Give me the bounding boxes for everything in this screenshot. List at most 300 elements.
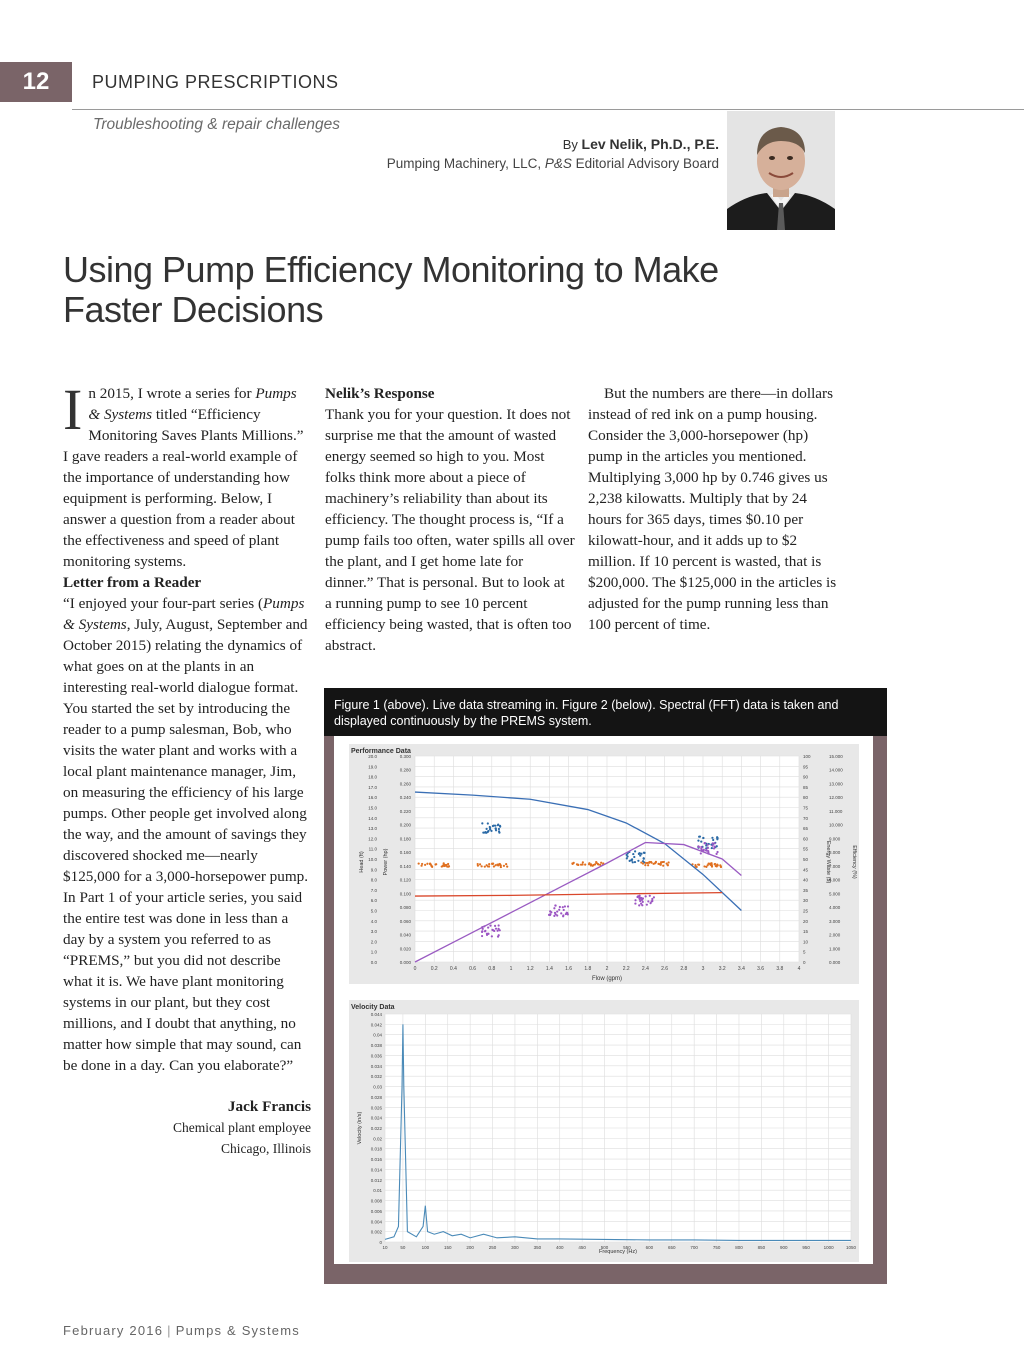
performance-data-point <box>503 865 505 867</box>
performance-y-tick-efficiency: 15 <box>803 929 809 935</box>
performance-y-tick-energy: 11.000 <box>829 808 843 814</box>
performance-y-tick-head: 13.0 <box>368 826 377 832</box>
performance-data-point <box>647 900 649 902</box>
performance-x-tick: 1 <box>509 966 513 972</box>
performance-chart-title: Performance Data <box>351 748 411 755</box>
performance-data-point <box>650 861 652 863</box>
performance-y-tick-efficiency: 20 <box>803 918 809 924</box>
letter-signature <box>63 1096 311 1159</box>
velocity-x-tick: 250 <box>488 1245 497 1250</box>
performance-y-tick-head: 9.0 <box>370 867 377 873</box>
performance-data-point <box>582 861 584 863</box>
performance-data-point <box>655 861 657 863</box>
velocity-y-tick: 0.006 <box>370 1208 382 1214</box>
performance-y-tick-efficiency: 25 <box>803 908 809 914</box>
velocity-x-tick: 50 <box>400 1245 406 1250</box>
performance-data-point <box>493 865 495 867</box>
performance-data-point <box>702 837 704 839</box>
performance-data-point <box>651 900 653 902</box>
performance-data-point <box>641 904 643 906</box>
performance-data-point <box>492 929 494 931</box>
performance-y-tick-energy: 8.000 <box>829 850 841 856</box>
performance-y-tick-power: 0.260 <box>399 781 411 787</box>
signature-title: Chemical plant employee <box>173 1120 311 1135</box>
velocity-x-tick: 850 <box>757 1245 766 1250</box>
intro-publication: Pumps & Systems <box>88 385 297 423</box>
signature-location: Chicago, Illinois <box>221 1141 311 1156</box>
performance-data-point <box>637 860 639 862</box>
performance-y-tick-energy: 3.000 <box>829 918 841 924</box>
performance-data-point <box>663 861 665 863</box>
performance-y-tick-head: 16.0 <box>368 795 377 801</box>
performance-data-point <box>600 862 602 864</box>
performance-y-tick-energy: 14.000 <box>829 767 843 773</box>
performance-y-tick-head: 7.0 <box>370 887 377 893</box>
performance-data-point <box>595 862 597 864</box>
performance-data-point <box>442 864 444 866</box>
performance-data-point <box>720 865 722 867</box>
performance-y-tick-energy: 4.000 <box>829 905 841 911</box>
figure-caption: Figure 1 (above). Live data streaming in. Figure 2 (below). Spectral (FFT) data is taken and displayed continuously by the PREMS system. <box>324 688 887 736</box>
performance-y-tick-energy: 6.000 <box>829 877 841 883</box>
performance-data-point <box>581 863 583 865</box>
performance-x-tick: 1.8 <box>584 966 592 972</box>
velocity-y-tick: 0.014 <box>370 1167 382 1173</box>
performance-y-label-power: Power (hp) <box>383 848 389 876</box>
affiliation-board: Editorial Advisory Board <box>575 156 719 171</box>
performance-y-tick-power: 0.220 <box>399 808 411 814</box>
affiliation-publication: P&S <box>544 156 572 171</box>
performance-data-point <box>505 863 507 865</box>
performance-data-point <box>649 895 651 897</box>
performance-data-point <box>716 837 718 839</box>
velocity-x-tick: 150 <box>443 1245 452 1250</box>
article-column-1 <box>63 377 311 1159</box>
performance-y-tick-head: 11.0 <box>368 846 377 852</box>
performance-data-point <box>495 827 497 829</box>
performance-y-tick-power: 0.240 <box>399 795 411 801</box>
velocity-y-tick: 0.01 <box>373 1188 382 1194</box>
velocity-y-tick: 0.012 <box>370 1177 382 1183</box>
performance-y-tick-energy: 1.000 <box>829 946 841 952</box>
performance-x-tick: 2.2 <box>622 966 630 972</box>
performance-data-point <box>634 850 636 852</box>
affiliation-company: Pumping Machinery, LLC, <box>386 156 542 171</box>
velocity-y-tick: 0.008 <box>370 1198 382 1204</box>
author-photo <box>727 111 835 230</box>
drop-cap: I <box>63 377 83 442</box>
velocity-y-tick: 0.026 <box>370 1105 382 1111</box>
performance-data-point <box>562 914 564 916</box>
byline <box>387 136 719 171</box>
performance-data-point <box>481 822 483 824</box>
performance-y-tick-head: 18.0 <box>368 774 377 780</box>
performance-y-tick-power: 0.020 <box>399 946 411 952</box>
performance-y-tick-power: 0.280 <box>399 767 411 773</box>
performance-data-point <box>556 910 558 912</box>
performance-y-tick-power: 0.060 <box>399 918 411 924</box>
performance-y-tick-energy: 9.000 <box>829 836 841 842</box>
performance-y-label-efficiency: Efficiency (%) <box>851 845 857 879</box>
performance-x-tick: 1.2 <box>526 966 534 972</box>
performance-data-point <box>597 863 599 865</box>
performance-data-point <box>629 860 631 862</box>
performance-data-point <box>487 831 489 833</box>
performance-y-tick-energy: 13.000 <box>829 781 843 787</box>
page-footer <box>63 1323 300 1338</box>
velocity-y-tick: 0 <box>379 1240 382 1245</box>
letter-publication: Pumps & Systems <box>63 595 305 633</box>
response-paragraph-2: But the numbers are there—in dollars instead of red ink on a pump housing. Consider the 3,000-horsepower (hp) pump in the articles you mentioned. Multiplying 3,000 hp by 0.746 gives us 2,238 kilowatts. Multiply that by 24 hours for 365 days, times $0.10 per kilowatt-hour, and it adds up to $2 million. If 10 percent is wasted, that is $200,000. The $125,000 in the articles is adjusted for the pump running less than 100 percent of time. <box>588 385 837 633</box>
performance-data-point <box>424 864 426 866</box>
performance-y-tick-head: 4.0 <box>370 918 377 924</box>
response-paragraph-1: Thank you for your question. It does not surprise me that the amount of wasted energy seemed so high to you. Most folks think more about a piece of machinery’s reliability than about its efficiency. The thought process is, “If a pump fails too often, water spills all over the plant, and I get home late for dinner.” That is personal. But to look at a running pump to see 10 percent efficiency being wasted, that is often too abstract. <box>325 406 575 654</box>
footer-publication: Pumps & Systems <box>175 1323 300 1338</box>
velocity-y-tick: 0.024 <box>370 1115 382 1121</box>
performance-y-tick-power: 0.300 <box>399 754 411 759</box>
performance-x-label: Flow (gpm) <box>591 976 623 982</box>
velocity-x-tick: 600 <box>645 1245 654 1250</box>
performance-y-tick-power: 0.180 <box>399 836 411 842</box>
performance-data-point <box>496 864 498 866</box>
performance-y-tick-efficiency: 35 <box>803 887 809 893</box>
footer-issue: February 2016 <box>63 1323 164 1338</box>
performance-data-point <box>705 866 707 868</box>
performance-data-point <box>643 857 645 859</box>
velocity-x-tick: 1050 <box>845 1245 857 1250</box>
performance-data-point <box>712 842 714 844</box>
performance-data-point <box>506 866 508 868</box>
section-title: PUMPING PRESCRIPTIONS <box>92 72 339 92</box>
performance-data-point <box>498 934 500 936</box>
performance-y-tick-efficiency: 5 <box>803 949 806 955</box>
performance-y-tick-head: 12.0 <box>368 836 377 842</box>
performance-data-point <box>662 865 664 867</box>
performance-data-point <box>430 865 432 867</box>
performance-data-point <box>567 913 569 915</box>
performance-data-point <box>642 897 644 899</box>
velocity-y-tick: 0.04 <box>373 1032 382 1038</box>
performance-y-tick-head: 20.0 <box>368 754 377 759</box>
performance-x-tick: 3 <box>701 966 705 972</box>
performance-y-tick-head: 8.0 <box>370 877 377 883</box>
author-name: Lev Nelik, Ph.D., P.E. <box>581 136 719 152</box>
performance-data-point <box>707 847 709 849</box>
footer-separator: | <box>167 1323 172 1338</box>
performance-y-tick-head: 5.0 <box>370 908 377 914</box>
performance-data-point <box>559 906 561 908</box>
performance-x-tick: 2.4 <box>641 966 649 972</box>
performance-data-point <box>653 896 655 898</box>
performance-data-point <box>497 930 499 932</box>
performance-data-point <box>712 839 714 841</box>
performance-y-tick-efficiency: 75 <box>803 805 809 811</box>
performance-data-point <box>646 904 648 906</box>
performance-data-point <box>711 847 713 849</box>
performance-y-tick-head: 10.0 <box>368 857 377 862</box>
performance-data-point <box>558 909 560 911</box>
performance-y-tick-head: 17.0 <box>368 784 377 790</box>
performance-data-point <box>698 864 700 866</box>
performance-data-point <box>714 842 716 844</box>
performance-data-point <box>657 863 659 865</box>
performance-data-point <box>488 863 490 865</box>
performance-data-point <box>700 852 702 854</box>
performance-y-tick-efficiency: 50 <box>803 857 809 862</box>
performance-data-point <box>487 822 489 824</box>
velocity-x-tick: 10 <box>382 1245 388 1250</box>
performance-y-tick-power: 0.100 <box>399 891 411 897</box>
performance-y-tick-efficiency: 100 <box>803 754 811 759</box>
performance-data-point <box>486 828 488 830</box>
performance-x-tick: 0.2 <box>430 966 438 972</box>
velocity-y-tick: 0.004 <box>370 1219 382 1225</box>
performance-data-point <box>486 864 488 866</box>
performance-y-tick-head: 6.0 <box>370 898 377 904</box>
performance-data-point <box>699 835 701 837</box>
performance-data-point <box>645 895 647 897</box>
velocity-x-tick: 1000 <box>823 1245 834 1250</box>
performance-y-tick-head: 3.0 <box>370 929 377 935</box>
performance-y-tick-energy: 5.000 <box>829 891 841 897</box>
performance-data-point <box>632 861 634 863</box>
velocity-x-tick: 450 <box>578 1245 586 1250</box>
performance-data-point <box>563 909 565 911</box>
velocity-x-tick: 500 <box>600 1245 609 1250</box>
velocity-x-tick: 700 <box>690 1245 698 1250</box>
performance-data-point <box>668 861 670 863</box>
page-number: 12 <box>0 62 72 102</box>
performance-data-point <box>426 863 428 865</box>
performance-data-point <box>498 924 500 926</box>
performance-data-point <box>703 865 705 867</box>
performance-data-point <box>499 929 501 931</box>
performance-y-tick-energy: 7.000 <box>829 863 841 869</box>
velocity-y-tick: 0.034 <box>370 1063 382 1069</box>
velocity-y-tick: 0.044 <box>370 1012 382 1017</box>
performance-data-point <box>710 862 712 864</box>
performance-data-point <box>486 934 488 936</box>
performance-data-point <box>644 864 646 866</box>
velocity-y-tick: 0.03 <box>373 1084 382 1090</box>
performance-data-point <box>418 862 420 864</box>
performance-data-point <box>638 904 640 906</box>
performance-y-tick-power: 0.080 <box>399 905 411 911</box>
performance-data-point <box>560 912 562 914</box>
performance-data-point <box>484 832 486 834</box>
performance-data-point <box>660 862 662 864</box>
article-column-2 <box>325 383 575 656</box>
velocity-y-tick: 0.002 <box>370 1229 382 1235</box>
performance-data-point <box>633 856 635 858</box>
author-affiliation <box>387 156 719 171</box>
article-title: Using Pump Efficiency Monitoring to Make Faster Decisions <box>63 249 719 330</box>
performance-data-point <box>584 864 586 866</box>
velocity-x-tick: 350 <box>533 1245 542 1250</box>
performance-x-tick: 3.8 <box>776 966 784 972</box>
performance-y-tick-efficiency: 0 <box>803 960 806 965</box>
performance-x-tick: 0.6 <box>469 966 477 972</box>
performance-y-tick-efficiency: 65 <box>803 826 809 832</box>
velocity-chart <box>349 1000 859 1262</box>
performance-data-point <box>553 907 555 909</box>
figure-frame-tab-right <box>838 1264 873 1282</box>
performance-y-tick-head: 15.0 <box>368 805 377 811</box>
performance-data-point <box>481 930 483 932</box>
performance-x-tick: 3.2 <box>718 966 726 972</box>
velocity-y-tick: 0.038 <box>370 1043 382 1049</box>
performance-data-point <box>446 866 448 868</box>
performance-data-point <box>634 899 636 901</box>
performance-data-point <box>555 913 557 915</box>
letter-paragraph <box>63 593 311 1076</box>
performance-data-point <box>700 840 702 842</box>
velocity-x-tick: 550 <box>623 1245 631 1250</box>
performance-data-point <box>643 852 645 854</box>
performance-data-point <box>576 863 578 865</box>
performance-y-tick-power: 0.000 <box>399 960 411 965</box>
performance-x-tick: 1.4 <box>545 966 553 972</box>
intro-paragraph <box>63 377 311 572</box>
performance-data-point <box>626 857 628 859</box>
performance-x-tick: 0.8 <box>488 966 496 972</box>
velocity-y-tick: 0.022 <box>370 1126 382 1131</box>
performance-x-tick: 4 <box>797 966 801 972</box>
velocity-y-tick: 0.036 <box>370 1053 382 1059</box>
performance-data-point <box>481 865 483 867</box>
performance-data-point <box>491 935 493 937</box>
performance-data-point <box>491 863 493 865</box>
performance-y-tick-power: 0.160 <box>399 850 411 856</box>
performance-y-tick-head: 19.0 <box>368 764 377 770</box>
velocity-x-tick: 650 <box>668 1245 676 1250</box>
performance-data-point <box>667 864 669 866</box>
performance-y-label-head: Head (ft) <box>359 851 365 873</box>
performance-data-point <box>639 854 641 856</box>
performance-y-tick-efficiency: 30 <box>803 898 809 904</box>
performance-data-point <box>498 830 500 832</box>
performance-x-tick: 0.4 <box>449 966 457 972</box>
performance-y-tick-energy: 12.000 <box>829 795 843 801</box>
letter-text-2: , July, August, September and October 2015) relating the dynamics of what goes on at the plants in an interesting real-world dialogue format. You started the set by introducing the reader to a pump salesman, Bob, who visits the water plant and works with a local plant maintenance manager, Jim, on measuring the efficiency of his large pumps. Other people get involved along the way, and the amount of savings they discovered shocked me—nearly $125,000 for a 3,000-horsepower pump. In Part 1 of your article series, you said the entire test was done in less than a day by a system you referred to as “PREMS,” but you did not describe what it is. We have plant monitoring systems in our plant, but they cost millions, and I doubt that anything, no matter how simple that may sound, can be done in a day. Can you elaborate?” <box>63 616 309 1074</box>
velocity-x-tick: 300 <box>511 1245 519 1250</box>
performance-y-tick-efficiency: 80 <box>803 795 809 801</box>
performance-y-tick-power: 0.200 <box>399 822 411 828</box>
performance-y-tick-head: 0.0 <box>370 960 377 965</box>
performance-y-tick-energy: 0.000 <box>829 960 841 965</box>
velocity-y-tick: 0.016 <box>370 1157 382 1163</box>
signature-name: Jack Francis <box>227 1098 311 1115</box>
performance-x-tick: 2.6 <box>661 966 669 972</box>
performance-data-point <box>704 842 706 844</box>
performance-data-point <box>651 898 653 900</box>
performance-data-point <box>562 906 564 908</box>
performance-x-tick: 1.6 <box>565 966 573 972</box>
velocity-y-tick: 0.018 <box>370 1146 382 1152</box>
performance-data-point <box>634 861 636 863</box>
performance-data-point <box>549 910 551 912</box>
performance-y-tick-head: 1.0 <box>370 949 377 955</box>
performance-data-point <box>717 864 719 866</box>
performance-data-point <box>642 901 644 903</box>
performance-y-tick-efficiency: 85 <box>803 784 809 790</box>
performance-data-point <box>554 904 556 906</box>
byline-by: By <box>562 137 578 152</box>
performance-y-tick-power: 0.120 <box>399 877 411 883</box>
performance-data-point <box>715 853 717 855</box>
performance-y-tick-power: 0.140 <box>399 863 411 869</box>
velocity-x-tick: 950 <box>802 1245 810 1250</box>
velocity-x-tick: 900 <box>780 1245 788 1250</box>
performance-y-tick-power: 0.040 <box>399 932 411 938</box>
performance-data-point <box>639 896 641 898</box>
performance-data-point <box>642 862 644 864</box>
performance-data-point <box>477 863 479 865</box>
performance-y-tick-efficiency: 70 <box>803 815 809 821</box>
velocity-x-tick: 200 <box>466 1245 474 1250</box>
performance-data-point <box>564 905 566 907</box>
performance-data-point <box>489 925 491 927</box>
performance-data-point <box>429 863 431 865</box>
performance-data-point <box>567 905 569 907</box>
performance-y-tick-efficiency: 90 <box>803 774 809 780</box>
performance-data-point <box>698 846 700 848</box>
header-divider <box>72 109 1024 110</box>
velocity-y-tick: 0.042 <box>370 1022 382 1028</box>
performance-data-point <box>484 866 486 868</box>
letter-heading: Letter from a Reader <box>63 574 202 591</box>
performance-y-tick-head: 14.0 <box>368 815 377 821</box>
performance-data-point <box>705 849 707 851</box>
performance-data-point <box>492 825 494 827</box>
performance-data-point <box>489 828 491 830</box>
performance-data-point <box>636 896 638 898</box>
performance-data-point <box>435 863 437 865</box>
performance-data-point <box>487 926 489 928</box>
performance-data-point <box>447 863 449 865</box>
performance-data-point <box>697 840 699 842</box>
velocity-y-tick: 0.032 <box>370 1074 382 1080</box>
performance-x-tick: 0 <box>413 966 417 972</box>
byline-author-row <box>387 136 719 152</box>
performance-data-point <box>420 865 422 867</box>
performance-data-point <box>497 823 499 825</box>
velocity-chart-title: Velocity Data <box>351 1004 395 1011</box>
performance-x-tick: 3.4 <box>737 966 745 972</box>
performance-data-point <box>626 854 628 856</box>
performance-data-point <box>711 837 713 839</box>
performance-data-point <box>700 846 702 848</box>
author-portrait-icon <box>727 111 835 230</box>
performance-y-tick-efficiency: 45 <box>803 867 809 873</box>
performance-data-point <box>484 930 486 932</box>
performance-y-tick-efficiency: 55 <box>803 846 809 852</box>
velocity-y-tick: 0.028 <box>370 1094 382 1100</box>
performance-y-tick-efficiency: 10 <box>803 939 809 945</box>
velocity-y-label: Velocity (in/s) <box>357 1111 363 1145</box>
intro-text-1: n 2015, I wrote a series for <box>88 385 256 402</box>
performance-data-point <box>572 863 574 865</box>
performance-data-point <box>649 902 651 904</box>
performance-data-point <box>548 914 550 916</box>
performance-x-tick: 2.8 <box>680 966 688 972</box>
performance-data-point <box>716 851 718 853</box>
performance-data-point <box>498 828 500 830</box>
velocity-x-tick: 800 <box>735 1245 743 1250</box>
figure-frame-tab-left <box>334 1264 373 1282</box>
performance-data-point <box>707 844 709 846</box>
performance-data-point <box>646 862 648 864</box>
